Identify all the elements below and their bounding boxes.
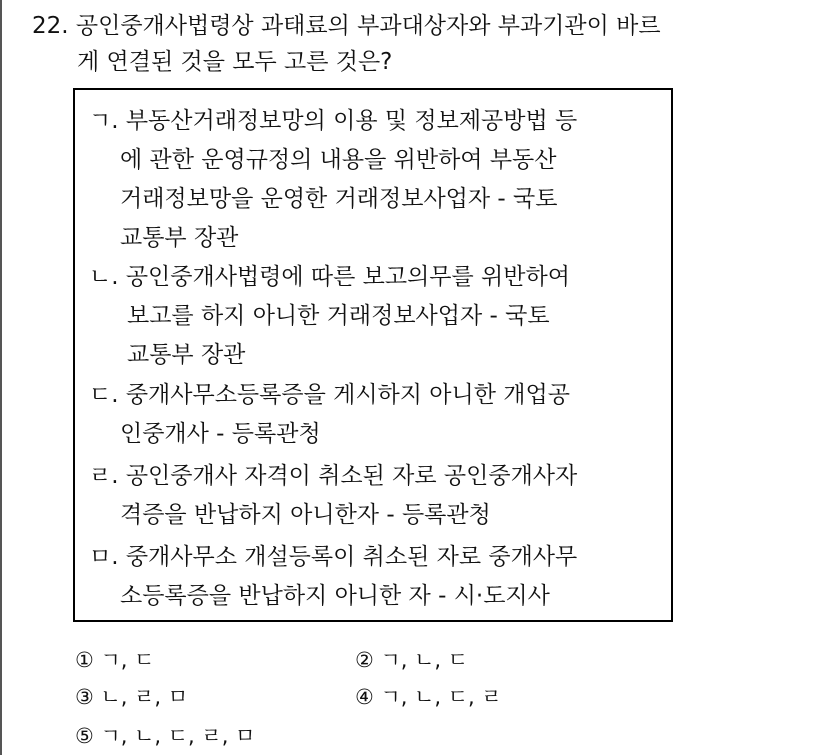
statement-line: ㄱ. 부동산거래정보망의 이용 및 정보제공방법 등	[89, 108, 578, 134]
option-3[interactable]: ③ ㄴ, ㄹ, ㅁ	[75, 685, 189, 709]
statement-line: ㄹ. 공인중개사 자격이 취소된 자로 공인중개사자	[89, 463, 578, 489]
statement-line: 격증을 반납하지 아니한자 - 등록관청	[120, 502, 491, 528]
statement-line: 거래정보망을 운영한 거래정보사업자 - 국토	[120, 186, 558, 212]
question-stem	[32, 8, 661, 80]
statement-nieun	[89, 258, 570, 375]
statement-line: ㄷ. 중개사무소등록증을 게시하지 아니한 개업공	[89, 382, 570, 408]
statement-line: 보고를 하지 아니한 거래정보사업자 - 국토	[127, 303, 550, 329]
statement-line: 교통부 장관	[120, 225, 239, 251]
statement-line: 에 관한 운영규정의 내용을 위반하여 부동산	[120, 147, 557, 173]
option-4[interactable]: ④ ㄱ, ㄴ, ㄷ, ㄹ	[355, 685, 502, 709]
question-number: 22.	[32, 13, 69, 39]
question-line: 공인중개사법령상 과태료의 부과대상자와 부과기관이 바르	[75, 13, 661, 39]
statement-rieul	[89, 457, 577, 535]
option-1[interactable]: ① ㄱ, ㄷ	[75, 648, 155, 672]
statement-mieum	[89, 538, 577, 616]
statement-box	[73, 88, 673, 622]
statement-line: 소등록증을 반납하지 아니한 자 - 시·도지사	[120, 583, 550, 609]
statement-line: 교통부 장관	[127, 342, 246, 368]
option-2[interactable]: ② ㄱ, ㄴ, ㄷ	[355, 648, 469, 672]
statement-line: 인중개사 - 등록관청	[120, 421, 321, 447]
left-border	[0, 0, 2, 755]
statement-line: ㄴ. 공인중개사법령에 따른 보고의무를 위반하여	[89, 264, 570, 290]
option-5[interactable]: ⑤ ㄱ, ㄴ, ㄷ, ㄹ, ㅁ	[75, 724, 256, 748]
question-line: 게 연결된 것을 모두 고른 것은?	[77, 49, 393, 75]
statement-line: ㅁ. 중개사무소 개설등록이 취소된 자로 중개사무	[89, 544, 578, 570]
statement-giyeok	[89, 102, 577, 258]
statement-digeut	[89, 376, 570, 454]
